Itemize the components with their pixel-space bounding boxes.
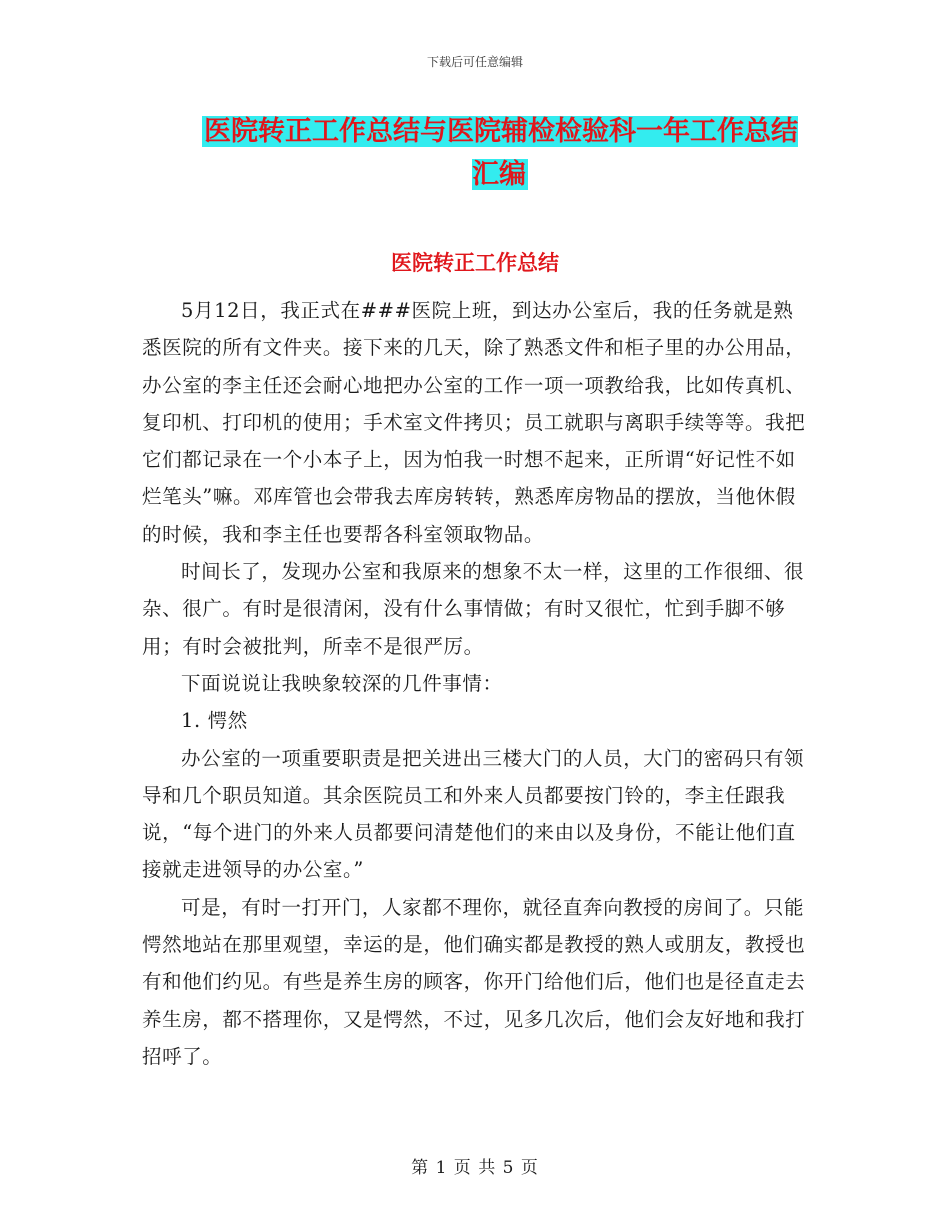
paragraph: 时间长了，发现办公室和我原来的想象不太一样，这里的工作很细、很杂、很广。有时是很清闲，没有什么事情做；有时又很忙，忙到手脚不够用；有时会被批判，所幸不是很严厉。 xyxy=(142,560,805,658)
paragraph: 下面说说让我映象较深的几件事情： xyxy=(181,671,503,695)
document-title-text: 医院转正工作总结与医院辅检检验科一年工作总结汇编 xyxy=(204,116,798,190)
page-footer: 第 1 页 共 5 页 xyxy=(411,1158,539,1178)
header-note: 下载后可任意编辑 xyxy=(426,55,523,69)
paragraph: 1. 愕然 xyxy=(181,709,248,733)
document-title xyxy=(190,110,810,196)
paragraph: 5月12日，我正式在###医院上班，到达办公室后，我的任务就是熟悉医院的所有文件夹。接下来的几天，除了熟悉文件和柜子里的办公用品，办公室的李主任还会耐心地把办公室的工作一项一项教给我，比如传真机、复印机、打印机的使用；手术室文件拷贝；员工就职与离职手续等等。我把它们都记录在一个小本子上，因为怕我一时想不起来，正所谓“好记性不如烂笔头”嘛。邓库管也会带我去库房转转，熟悉库房物品的摆放，当他休假的时候，我和李主任也要帮各科室领取物品。 xyxy=(142,299,806,546)
body-text xyxy=(142,292,810,1075)
paragraph: 办公室的一项重要职责是把关进出三楼大门的人员，大门的密码只有领导和几个职员知道。其余医院员工和外来人员都要按门铃的，李主任跟我说，“每个进门的外来人员都要问清楚他们的来由以及身份，不能让他们直接就走进领导的办公室。” xyxy=(142,746,805,882)
paragraph: 可是，有时一打开门，人家都不理你，就径直奔向教授的房间了。只能愕然地站在那里观望，幸运的是，他们确实都是教授的熟人或朋友，教授也有和他们约见。有些是养生房的顾客，你开门给他们后，他们也是径直走去养生房，都不搭理你，又是愕然，不过，见多几次后，他们会友好地和我打招呼了。 xyxy=(142,895,806,1068)
section-title: 医院转正工作总结 xyxy=(391,250,559,275)
